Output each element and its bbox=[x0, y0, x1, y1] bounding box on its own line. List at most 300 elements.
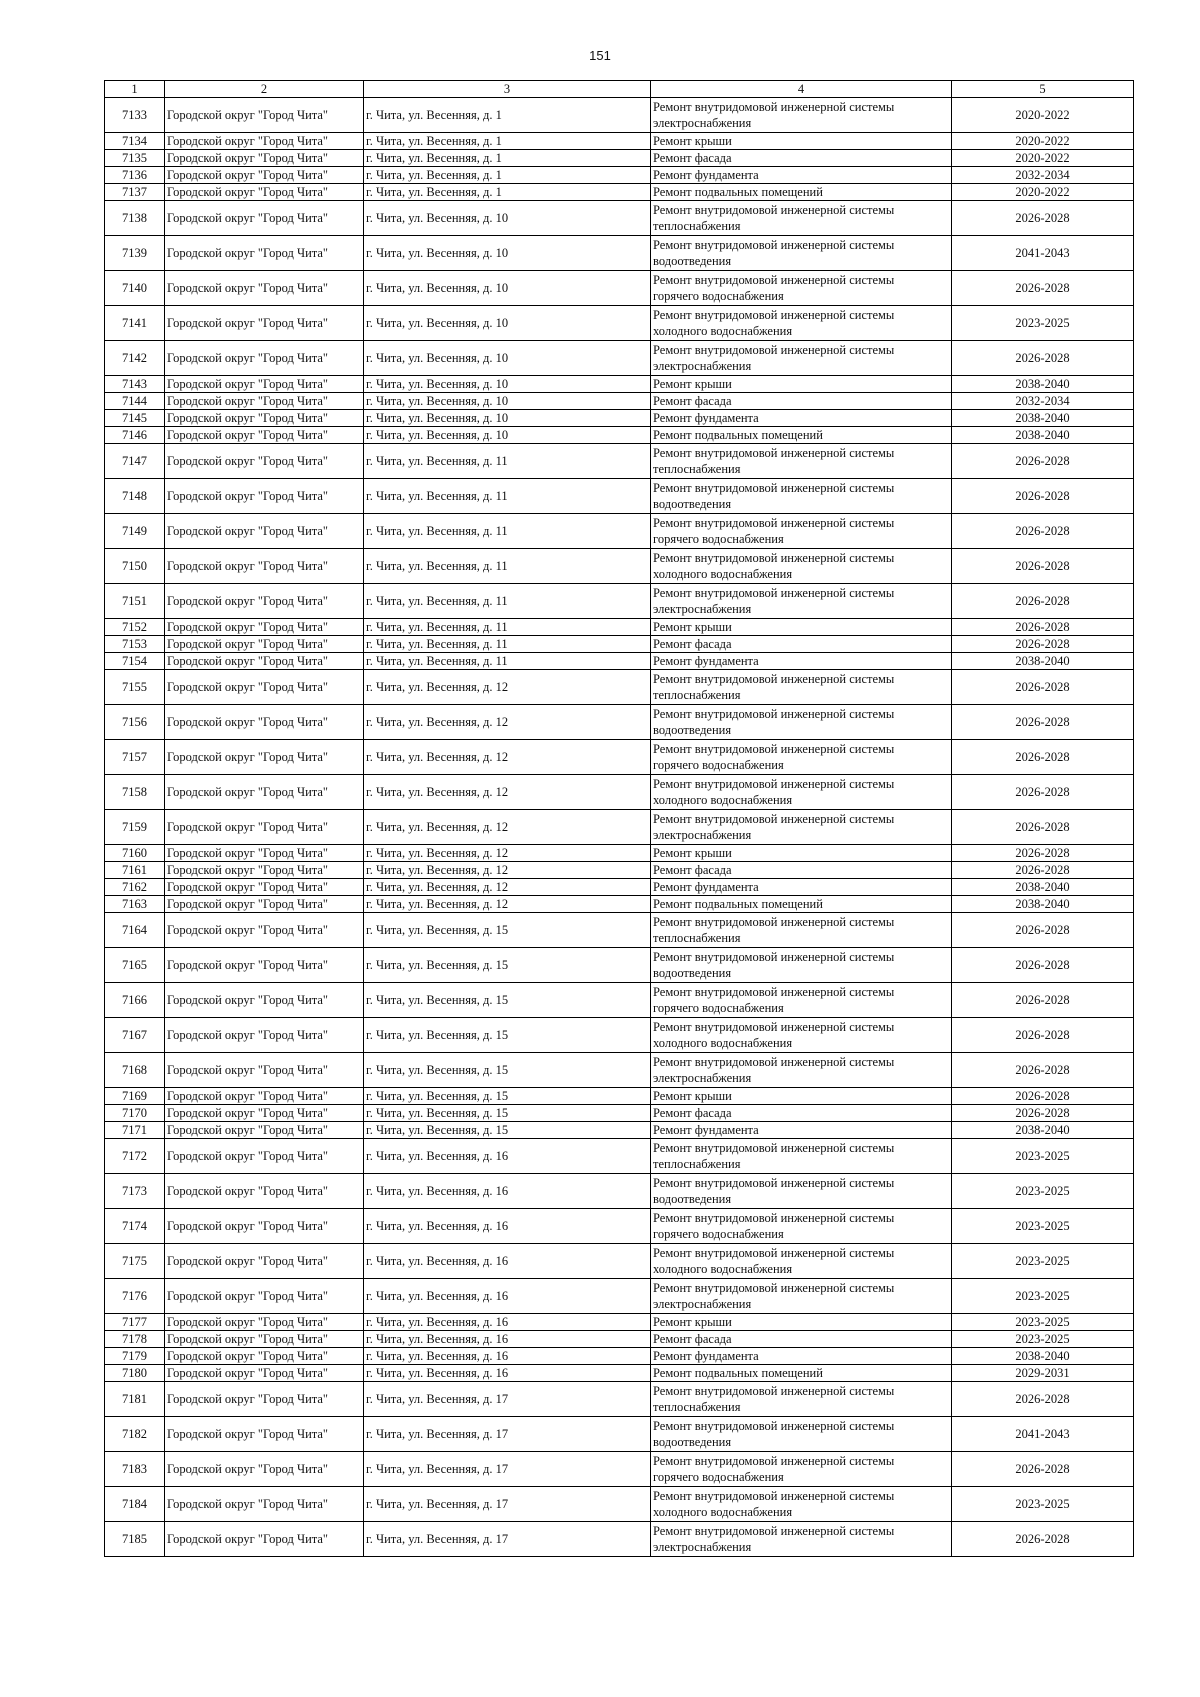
address-cell: г. Чита, ул. Весенняя, д. 10 bbox=[364, 201, 651, 236]
period-cell: 2026-2028 bbox=[952, 948, 1134, 983]
work-type-line: Ремонт внутридомовой инженерной системы bbox=[653, 1246, 895, 1260]
work-type-line: Ремонт фундамента bbox=[653, 411, 759, 425]
table-row bbox=[105, 410, 1134, 427]
municipality-cell: Городской округ "Город Чита" bbox=[165, 896, 364, 913]
municipality-cell: Городской округ "Город Чита" bbox=[165, 1105, 364, 1122]
work-type-line: Ремонт фундамента bbox=[653, 1123, 759, 1137]
table-row bbox=[105, 427, 1134, 444]
work-type-line: Ремонт внутридомовой инженерной системы bbox=[653, 742, 895, 756]
table-row bbox=[105, 1053, 1134, 1088]
work-type-line: электроснабжения bbox=[653, 1297, 752, 1311]
address-cell: г. Чита, ул. Весенняя, д. 15 bbox=[364, 948, 651, 983]
municipality-cell: Городской округ "Город Чита" bbox=[165, 1382, 364, 1417]
work-type-line: электроснабжения bbox=[653, 602, 752, 616]
work-type-line: электроснабжения bbox=[653, 828, 752, 842]
work-type-line: теплоснабжения bbox=[653, 931, 741, 945]
work-type-line: Ремонт фасада bbox=[653, 1332, 732, 1346]
work-type-line: холодного водоснабжения bbox=[653, 324, 793, 338]
address-cell: г. Чита, ул. Весенняя, д. 11 bbox=[364, 479, 651, 514]
municipality-cell: Городской округ "Город Чита" bbox=[165, 1053, 364, 1088]
municipality-cell: Городской округ "Город Чита" bbox=[165, 810, 364, 845]
work-type-line: горячего водоснабжения bbox=[653, 758, 784, 772]
table-row bbox=[105, 1348, 1134, 1365]
municipality-cell: Городской округ "Город Чита" bbox=[165, 1522, 364, 1557]
address-cell: г. Чита, ул. Весенняя, д. 15 bbox=[364, 1122, 651, 1139]
table-row bbox=[105, 514, 1134, 549]
row-number-cell: 7143 bbox=[105, 376, 165, 393]
period-cell: 2026-2028 bbox=[952, 1382, 1134, 1417]
municipality-cell: Городской округ "Город Чита" bbox=[165, 983, 364, 1018]
municipality-cell: Городской округ "Город Чита" bbox=[165, 1314, 364, 1331]
table-row bbox=[105, 444, 1134, 479]
address-cell: г. Чита, ул. Весенняя, д. 16 bbox=[364, 1174, 651, 1209]
work-type-line: холодного водоснабжения bbox=[653, 1262, 793, 1276]
address-cell: г. Чита, ул. Весенняя, д. 12 bbox=[364, 810, 651, 845]
work-type-line: Ремонт внутридомовой инженерной системы bbox=[653, 1384, 895, 1398]
row-number-cell: 7149 bbox=[105, 514, 165, 549]
period-cell: 2023-2025 bbox=[952, 1244, 1134, 1279]
work-type-cell bbox=[651, 341, 952, 376]
period-cell: 2026-2028 bbox=[952, 845, 1134, 862]
work-type-cell bbox=[651, 983, 952, 1018]
municipality-cell: Городской округ "Город Чита" bbox=[165, 306, 364, 341]
work-type-line: Ремонт фундамента bbox=[653, 880, 759, 894]
work-type-cell bbox=[651, 913, 952, 948]
row-number-cell: 7169 bbox=[105, 1088, 165, 1105]
period-cell: 2026-2028 bbox=[952, 740, 1134, 775]
period-cell: 2026-2028 bbox=[952, 1088, 1134, 1105]
period-cell: 2041-2043 bbox=[952, 236, 1134, 271]
work-type-cell bbox=[651, 271, 952, 306]
work-type-line: холодного водоснабжения bbox=[653, 1036, 793, 1050]
work-type-cell bbox=[651, 514, 952, 549]
work-type-line: Ремонт внутридомовой инженерной системы bbox=[653, 273, 895, 287]
work-type-line: электроснабжения bbox=[653, 1540, 752, 1554]
table-row bbox=[105, 1174, 1134, 1209]
address-cell: г. Чита, ул. Весенняя, д. 1 bbox=[364, 133, 651, 150]
work-type-cell bbox=[651, 653, 952, 670]
table-row bbox=[105, 184, 1134, 201]
municipality-cell: Городской округ "Город Чита" bbox=[165, 913, 364, 948]
table-row bbox=[105, 584, 1134, 619]
work-type-cell bbox=[651, 236, 952, 271]
work-type-cell bbox=[651, 619, 952, 636]
row-number-cell: 7173 bbox=[105, 1174, 165, 1209]
municipality-cell: Городской округ "Город Чита" bbox=[165, 1088, 364, 1105]
work-type-cell bbox=[651, 705, 952, 740]
table-row bbox=[105, 1105, 1134, 1122]
address-cell: г. Чита, ул. Весенняя, д. 16 bbox=[364, 1314, 651, 1331]
work-type-line: Ремонт фасада bbox=[653, 637, 732, 651]
table-row bbox=[105, 1244, 1134, 1279]
municipality-cell: Городской округ "Город Чита" bbox=[165, 1018, 364, 1053]
municipality-cell: Городской округ "Город Чита" bbox=[165, 514, 364, 549]
address-cell: г. Чита, ул. Весенняя, д. 1 bbox=[364, 150, 651, 167]
work-type-line: Ремонт внутридомовой инженерной системы bbox=[653, 343, 895, 357]
work-type-line: Ремонт внутридомовой инженерной системы bbox=[653, 1524, 895, 1538]
period-cell: 2023-2025 bbox=[952, 1314, 1134, 1331]
address-cell: г. Чита, ул. Весенняя, д. 10 bbox=[364, 376, 651, 393]
row-number-cell: 7161 bbox=[105, 862, 165, 879]
row-number-cell: 7136 bbox=[105, 167, 165, 184]
row-number-cell: 7174 bbox=[105, 1209, 165, 1244]
period-cell: 2029-2031 bbox=[952, 1365, 1134, 1382]
work-type-line: Ремонт внутридомовой инженерной системы bbox=[653, 985, 895, 999]
row-number-cell: 7164 bbox=[105, 913, 165, 948]
address-cell: г. Чита, ул. Весенняя, д. 11 bbox=[364, 584, 651, 619]
work-type-line: Ремонт крыши bbox=[653, 377, 732, 391]
municipality-cell: Городской округ "Город Чита" bbox=[165, 740, 364, 775]
row-number-cell: 7138 bbox=[105, 201, 165, 236]
municipality-cell: Городской округ "Город Чита" bbox=[165, 1452, 364, 1487]
municipality-cell: Городской округ "Город Чита" bbox=[165, 775, 364, 810]
table-row bbox=[105, 549, 1134, 584]
work-type-cell bbox=[651, 393, 952, 410]
work-type-cell bbox=[651, 1105, 952, 1122]
work-type-line: водоотведения bbox=[653, 966, 732, 980]
period-cell: 2038-2040 bbox=[952, 879, 1134, 896]
work-type-line: водоотведения bbox=[653, 1435, 732, 1449]
municipality-cell: Городской округ "Город Чита" bbox=[165, 670, 364, 705]
row-number-cell: 7185 bbox=[105, 1522, 165, 1557]
address-cell: г. Чита, ул. Весенняя, д. 12 bbox=[364, 775, 651, 810]
address-cell: г. Чита, ул. Весенняя, д. 11 bbox=[364, 549, 651, 584]
column-number-1: 1 bbox=[105, 81, 165, 98]
work-type-cell bbox=[651, 376, 952, 393]
work-type-line: Ремонт фасада bbox=[653, 1106, 732, 1120]
work-type-line: Ремонт внутридомовой инженерной системы bbox=[653, 551, 895, 565]
period-cell: 2026-2028 bbox=[952, 810, 1134, 845]
municipality-cell: Городской округ "Город Чита" bbox=[165, 236, 364, 271]
row-number-cell: 7142 bbox=[105, 341, 165, 376]
period-cell: 2032-2034 bbox=[952, 167, 1134, 184]
row-number-cell: 7134 bbox=[105, 133, 165, 150]
work-type-cell bbox=[651, 845, 952, 862]
work-type-cell bbox=[651, 1209, 952, 1244]
work-type-line: Ремонт подвальных помещений bbox=[653, 1366, 823, 1380]
address-cell: г. Чита, ул. Весенняя, д. 15 bbox=[364, 1018, 651, 1053]
address-cell: г. Чита, ул. Весенняя, д. 11 bbox=[364, 653, 651, 670]
period-cell: 2026-2028 bbox=[952, 341, 1134, 376]
work-type-line: электроснабжения bbox=[653, 1071, 752, 1085]
table-row bbox=[105, 948, 1134, 983]
period-cell: 2038-2040 bbox=[952, 410, 1134, 427]
work-type-line: Ремонт внутридомовой инженерной системы bbox=[653, 950, 895, 964]
work-type-cell bbox=[651, 740, 952, 775]
work-type-line: Ремонт крыши bbox=[653, 1089, 732, 1103]
address-cell: г. Чита, ул. Весенняя, д. 11 bbox=[364, 514, 651, 549]
work-type-line: Ремонт фундамента bbox=[653, 1349, 759, 1363]
municipality-cell: Городской округ "Город Чита" bbox=[165, 862, 364, 879]
address-cell: г. Чита, ул. Весенняя, д. 12 bbox=[364, 845, 651, 862]
table-row bbox=[105, 879, 1134, 896]
work-type-cell bbox=[651, 410, 952, 427]
work-type-line: Ремонт фундамента bbox=[653, 654, 759, 668]
row-number-cell: 7145 bbox=[105, 410, 165, 427]
table-row bbox=[105, 740, 1134, 775]
period-cell: 2026-2028 bbox=[952, 862, 1134, 879]
table-row bbox=[105, 1382, 1134, 1417]
row-number-cell: 7152 bbox=[105, 619, 165, 636]
row-number-cell: 7165 bbox=[105, 948, 165, 983]
municipality-cell: Городской округ "Город Чита" bbox=[165, 948, 364, 983]
municipality-cell: Городской округ "Город Чита" bbox=[165, 1365, 364, 1382]
works-table bbox=[104, 80, 1134, 1557]
municipality-cell: Городской округ "Город Чита" bbox=[165, 1174, 364, 1209]
work-type-cell bbox=[651, 479, 952, 514]
row-number-cell: 7140 bbox=[105, 271, 165, 306]
work-type-cell bbox=[651, 1174, 952, 1209]
municipality-cell: Городской округ "Город Чита" bbox=[165, 549, 364, 584]
row-number-cell: 7162 bbox=[105, 879, 165, 896]
row-number-cell: 7155 bbox=[105, 670, 165, 705]
row-number-cell: 7160 bbox=[105, 845, 165, 862]
work-type-line: Ремонт внутридомовой инженерной системы bbox=[653, 1489, 895, 1503]
work-type-cell bbox=[651, 1417, 952, 1452]
municipality-cell: Городской округ "Город Чита" bbox=[165, 653, 364, 670]
work-type-cell bbox=[651, 1487, 952, 1522]
municipality-cell: Городской округ "Город Чита" bbox=[165, 150, 364, 167]
work-type-line: холодного водоснабжения bbox=[653, 567, 793, 581]
address-cell: г. Чита, ул. Весенняя, д. 1 bbox=[364, 184, 651, 201]
work-type-cell bbox=[651, 1522, 952, 1557]
municipality-cell: Городской округ "Город Чита" bbox=[165, 184, 364, 201]
work-type-line: горячего водоснабжения bbox=[653, 289, 784, 303]
address-cell: г. Чита, ул. Весенняя, д. 15 bbox=[364, 913, 651, 948]
work-type-cell bbox=[651, 184, 952, 201]
table-row bbox=[105, 98, 1134, 133]
work-type-line: горячего водоснабжения bbox=[653, 1470, 784, 1484]
work-type-line: Ремонт фасада bbox=[653, 151, 732, 165]
period-cell: 2026-2028 bbox=[952, 584, 1134, 619]
row-number-cell: 7178 bbox=[105, 1331, 165, 1348]
work-type-cell bbox=[651, 1018, 952, 1053]
work-type-line: Ремонт внутридомовой инженерной системы bbox=[653, 238, 895, 252]
address-cell: г. Чита, ул. Весенняя, д. 15 bbox=[364, 1088, 651, 1105]
work-type-line: Ремонт внутридомовой инженерной системы bbox=[653, 516, 895, 530]
table-row bbox=[105, 1417, 1134, 1452]
table-row bbox=[105, 653, 1134, 670]
work-type-line: теплоснабжения bbox=[653, 1400, 741, 1414]
period-cell: 2020-2022 bbox=[952, 150, 1134, 167]
table-row bbox=[105, 393, 1134, 410]
address-cell: г. Чита, ул. Весенняя, д. 16 bbox=[364, 1365, 651, 1382]
municipality-cell: Городской округ "Город Чита" bbox=[165, 98, 364, 133]
period-cell: 2026-2028 bbox=[952, 479, 1134, 514]
municipality-cell: Городской округ "Город Чита" bbox=[165, 705, 364, 740]
table-row bbox=[105, 1122, 1134, 1139]
municipality-cell: Городской округ "Город Чита" bbox=[165, 584, 364, 619]
work-type-cell bbox=[651, 150, 952, 167]
row-number-cell: 7133 bbox=[105, 98, 165, 133]
period-cell: 2026-2028 bbox=[952, 271, 1134, 306]
municipality-cell: Городской округ "Город Чита" bbox=[165, 427, 364, 444]
municipality-cell: Городской округ "Город Чита" bbox=[165, 1487, 364, 1522]
period-cell: 2023-2025 bbox=[952, 306, 1134, 341]
work-type-cell bbox=[651, 810, 952, 845]
work-type-cell bbox=[651, 584, 952, 619]
work-type-line: водоотведения bbox=[653, 723, 732, 737]
row-number-cell: 7180 bbox=[105, 1365, 165, 1382]
work-type-line: электроснабжения bbox=[653, 359, 752, 373]
row-number-cell: 7150 bbox=[105, 549, 165, 584]
municipality-cell: Городской округ "Город Чита" bbox=[165, 1139, 364, 1174]
row-number-cell: 7144 bbox=[105, 393, 165, 410]
work-type-line: Ремонт внутридомовой инженерной системы bbox=[653, 308, 895, 322]
municipality-cell: Городской округ "Город Чита" bbox=[165, 167, 364, 184]
work-type-line: Ремонт внутридомовой инженерной системы bbox=[653, 812, 895, 826]
work-type-cell bbox=[651, 1053, 952, 1088]
work-type-line: Ремонт подвальных помещений bbox=[653, 897, 823, 911]
work-type-cell bbox=[651, 948, 952, 983]
period-cell: 2032-2034 bbox=[952, 393, 1134, 410]
period-cell: 2038-2040 bbox=[952, 376, 1134, 393]
address-cell: г. Чита, ул. Весенняя, д. 17 bbox=[364, 1417, 651, 1452]
address-cell: г. Чита, ул. Весенняя, д. 10 bbox=[364, 306, 651, 341]
work-type-cell bbox=[651, 201, 952, 236]
period-cell: 2020-2022 bbox=[952, 98, 1134, 133]
work-type-line: Ремонт подвальных помещений bbox=[653, 428, 823, 442]
work-type-line: Ремонт внутридомовой инженерной системы bbox=[653, 1141, 895, 1155]
row-number-cell: 7177 bbox=[105, 1314, 165, 1331]
work-type-cell bbox=[651, 133, 952, 150]
table-row bbox=[105, 1331, 1134, 1348]
work-type-line: холодного водоснабжения bbox=[653, 793, 793, 807]
table-row bbox=[105, 636, 1134, 653]
table-row bbox=[105, 1088, 1134, 1105]
address-cell: г. Чита, ул. Весенняя, д. 10 bbox=[364, 236, 651, 271]
work-type-line: Ремонт внутридомовой инженерной системы bbox=[653, 446, 895, 460]
municipality-cell: Городской округ "Город Чита" bbox=[165, 1209, 364, 1244]
page-number: 151 bbox=[589, 48, 611, 63]
work-type-cell bbox=[651, 1244, 952, 1279]
work-type-cell bbox=[651, 1314, 952, 1331]
period-cell: 2023-2025 bbox=[952, 1331, 1134, 1348]
work-type-cell bbox=[651, 167, 952, 184]
period-cell: 2026-2028 bbox=[952, 983, 1134, 1018]
address-cell: г. Чита, ул. Весенняя, д. 16 bbox=[364, 1139, 651, 1174]
work-type-cell bbox=[651, 896, 952, 913]
address-cell: г. Чита, ул. Весенняя, д. 12 bbox=[364, 705, 651, 740]
work-type-line: теплоснабжения bbox=[653, 219, 741, 233]
row-number-cell: 7184 bbox=[105, 1487, 165, 1522]
table-body bbox=[105, 81, 1134, 1557]
municipality-cell: Городской округ "Город Чита" bbox=[165, 845, 364, 862]
table-row bbox=[105, 845, 1134, 862]
address-cell: г. Чита, ул. Весенняя, д. 16 bbox=[364, 1279, 651, 1314]
period-cell: 2023-2025 bbox=[952, 1487, 1134, 1522]
period-cell: 2026-2028 bbox=[952, 1105, 1134, 1122]
period-cell: 2026-2028 bbox=[952, 201, 1134, 236]
municipality-cell: Городской округ "Город Чита" bbox=[165, 636, 364, 653]
work-type-cell bbox=[651, 775, 952, 810]
address-cell: г. Чита, ул. Весенняя, д. 15 bbox=[364, 1053, 651, 1088]
table-row bbox=[105, 306, 1134, 341]
work-type-line: Ремонт внутридомовой инженерной системы bbox=[653, 1055, 895, 1069]
municipality-cell: Городской округ "Город Чита" bbox=[165, 619, 364, 636]
row-number-cell: 7135 bbox=[105, 150, 165, 167]
work-type-cell bbox=[651, 1088, 952, 1105]
work-type-line: горячего водоснабжения bbox=[653, 532, 784, 546]
work-type-line: Ремонт внутридомовой инженерной системы bbox=[653, 100, 895, 114]
address-cell: г. Чита, ул. Весенняя, д. 12 bbox=[364, 862, 651, 879]
table-row bbox=[105, 913, 1134, 948]
table-row bbox=[105, 1487, 1134, 1522]
table-row bbox=[105, 1314, 1134, 1331]
period-cell: 2038-2040 bbox=[952, 653, 1134, 670]
work-type-line: Ремонт внутридомовой инженерной системы bbox=[653, 1419, 895, 1433]
municipality-cell: Городской округ "Город Чита" bbox=[165, 376, 364, 393]
table-row bbox=[105, 810, 1134, 845]
period-cell: 2038-2040 bbox=[952, 1348, 1134, 1365]
table-row bbox=[105, 479, 1134, 514]
work-type-line: водоотведения bbox=[653, 1192, 732, 1206]
work-type-line: водоотведения bbox=[653, 497, 732, 511]
row-number-cell: 7181 bbox=[105, 1382, 165, 1417]
row-number-cell: 7163 bbox=[105, 896, 165, 913]
address-cell: г. Чита, ул. Весенняя, д. 17 bbox=[364, 1522, 651, 1557]
work-type-line: Ремонт внутридомовой инженерной системы bbox=[653, 1176, 895, 1190]
table-row bbox=[105, 1365, 1134, 1382]
period-cell: 2023-2025 bbox=[952, 1174, 1134, 1209]
table-row bbox=[105, 133, 1134, 150]
work-type-line: водоотведения bbox=[653, 254, 732, 268]
municipality-cell: Городской округ "Город Чита" bbox=[165, 201, 364, 236]
address-cell: г. Чита, ул. Весенняя, д. 12 bbox=[364, 896, 651, 913]
municipality-cell: Городской округ "Город Чита" bbox=[165, 410, 364, 427]
table-row bbox=[105, 376, 1134, 393]
work-type-line: Ремонт внутридомовой инженерной системы bbox=[653, 1020, 895, 1034]
period-cell: 2038-2040 bbox=[952, 1122, 1134, 1139]
address-cell: г. Чита, ул. Весенняя, д. 1 bbox=[364, 98, 651, 133]
table-row bbox=[105, 150, 1134, 167]
work-type-cell bbox=[651, 549, 952, 584]
row-number-cell: 7153 bbox=[105, 636, 165, 653]
table-row bbox=[105, 862, 1134, 879]
table-row bbox=[105, 896, 1134, 913]
address-cell: г. Чита, ул. Весенняя, д. 16 bbox=[364, 1348, 651, 1365]
municipality-cell: Городской округ "Город Чита" bbox=[165, 341, 364, 376]
work-type-cell bbox=[651, 1382, 952, 1417]
work-type-line: горячего водоснабжения bbox=[653, 1227, 784, 1241]
period-cell: 2038-2040 bbox=[952, 896, 1134, 913]
work-type-line: Ремонт крыши bbox=[653, 620, 732, 634]
row-number-cell: 7183 bbox=[105, 1452, 165, 1487]
table-row bbox=[105, 236, 1134, 271]
table-row bbox=[105, 705, 1134, 740]
address-cell: г. Чита, ул. Весенняя, д. 1 bbox=[364, 167, 651, 184]
address-cell: г. Чита, ул. Весенняя, д. 12 bbox=[364, 879, 651, 896]
column-number-row bbox=[105, 81, 1134, 98]
column-number-5: 5 bbox=[952, 81, 1134, 98]
work-type-line: теплоснабжения bbox=[653, 688, 741, 702]
period-cell: 2026-2028 bbox=[952, 619, 1134, 636]
work-type-line: Ремонт фундамента bbox=[653, 168, 759, 182]
period-cell: 2026-2028 bbox=[952, 1452, 1134, 1487]
row-number-cell: 7171 bbox=[105, 1122, 165, 1139]
municipality-cell: Городской округ "Город Чита" bbox=[165, 133, 364, 150]
period-cell: 2026-2028 bbox=[952, 913, 1134, 948]
row-number-cell: 7146 bbox=[105, 427, 165, 444]
work-type-line: Ремонт фасада bbox=[653, 394, 732, 408]
table-row bbox=[105, 201, 1134, 236]
work-type-line: Ремонт внутридомовой инженерной системы bbox=[653, 672, 895, 686]
address-cell: г. Чита, ул. Весенняя, д. 15 bbox=[364, 1105, 651, 1122]
work-type-line: Ремонт подвальных помещений bbox=[653, 185, 823, 199]
row-number-cell: 7168 bbox=[105, 1053, 165, 1088]
municipality-cell: Городской округ "Город Чита" bbox=[165, 1122, 364, 1139]
period-cell: 2020-2022 bbox=[952, 133, 1134, 150]
